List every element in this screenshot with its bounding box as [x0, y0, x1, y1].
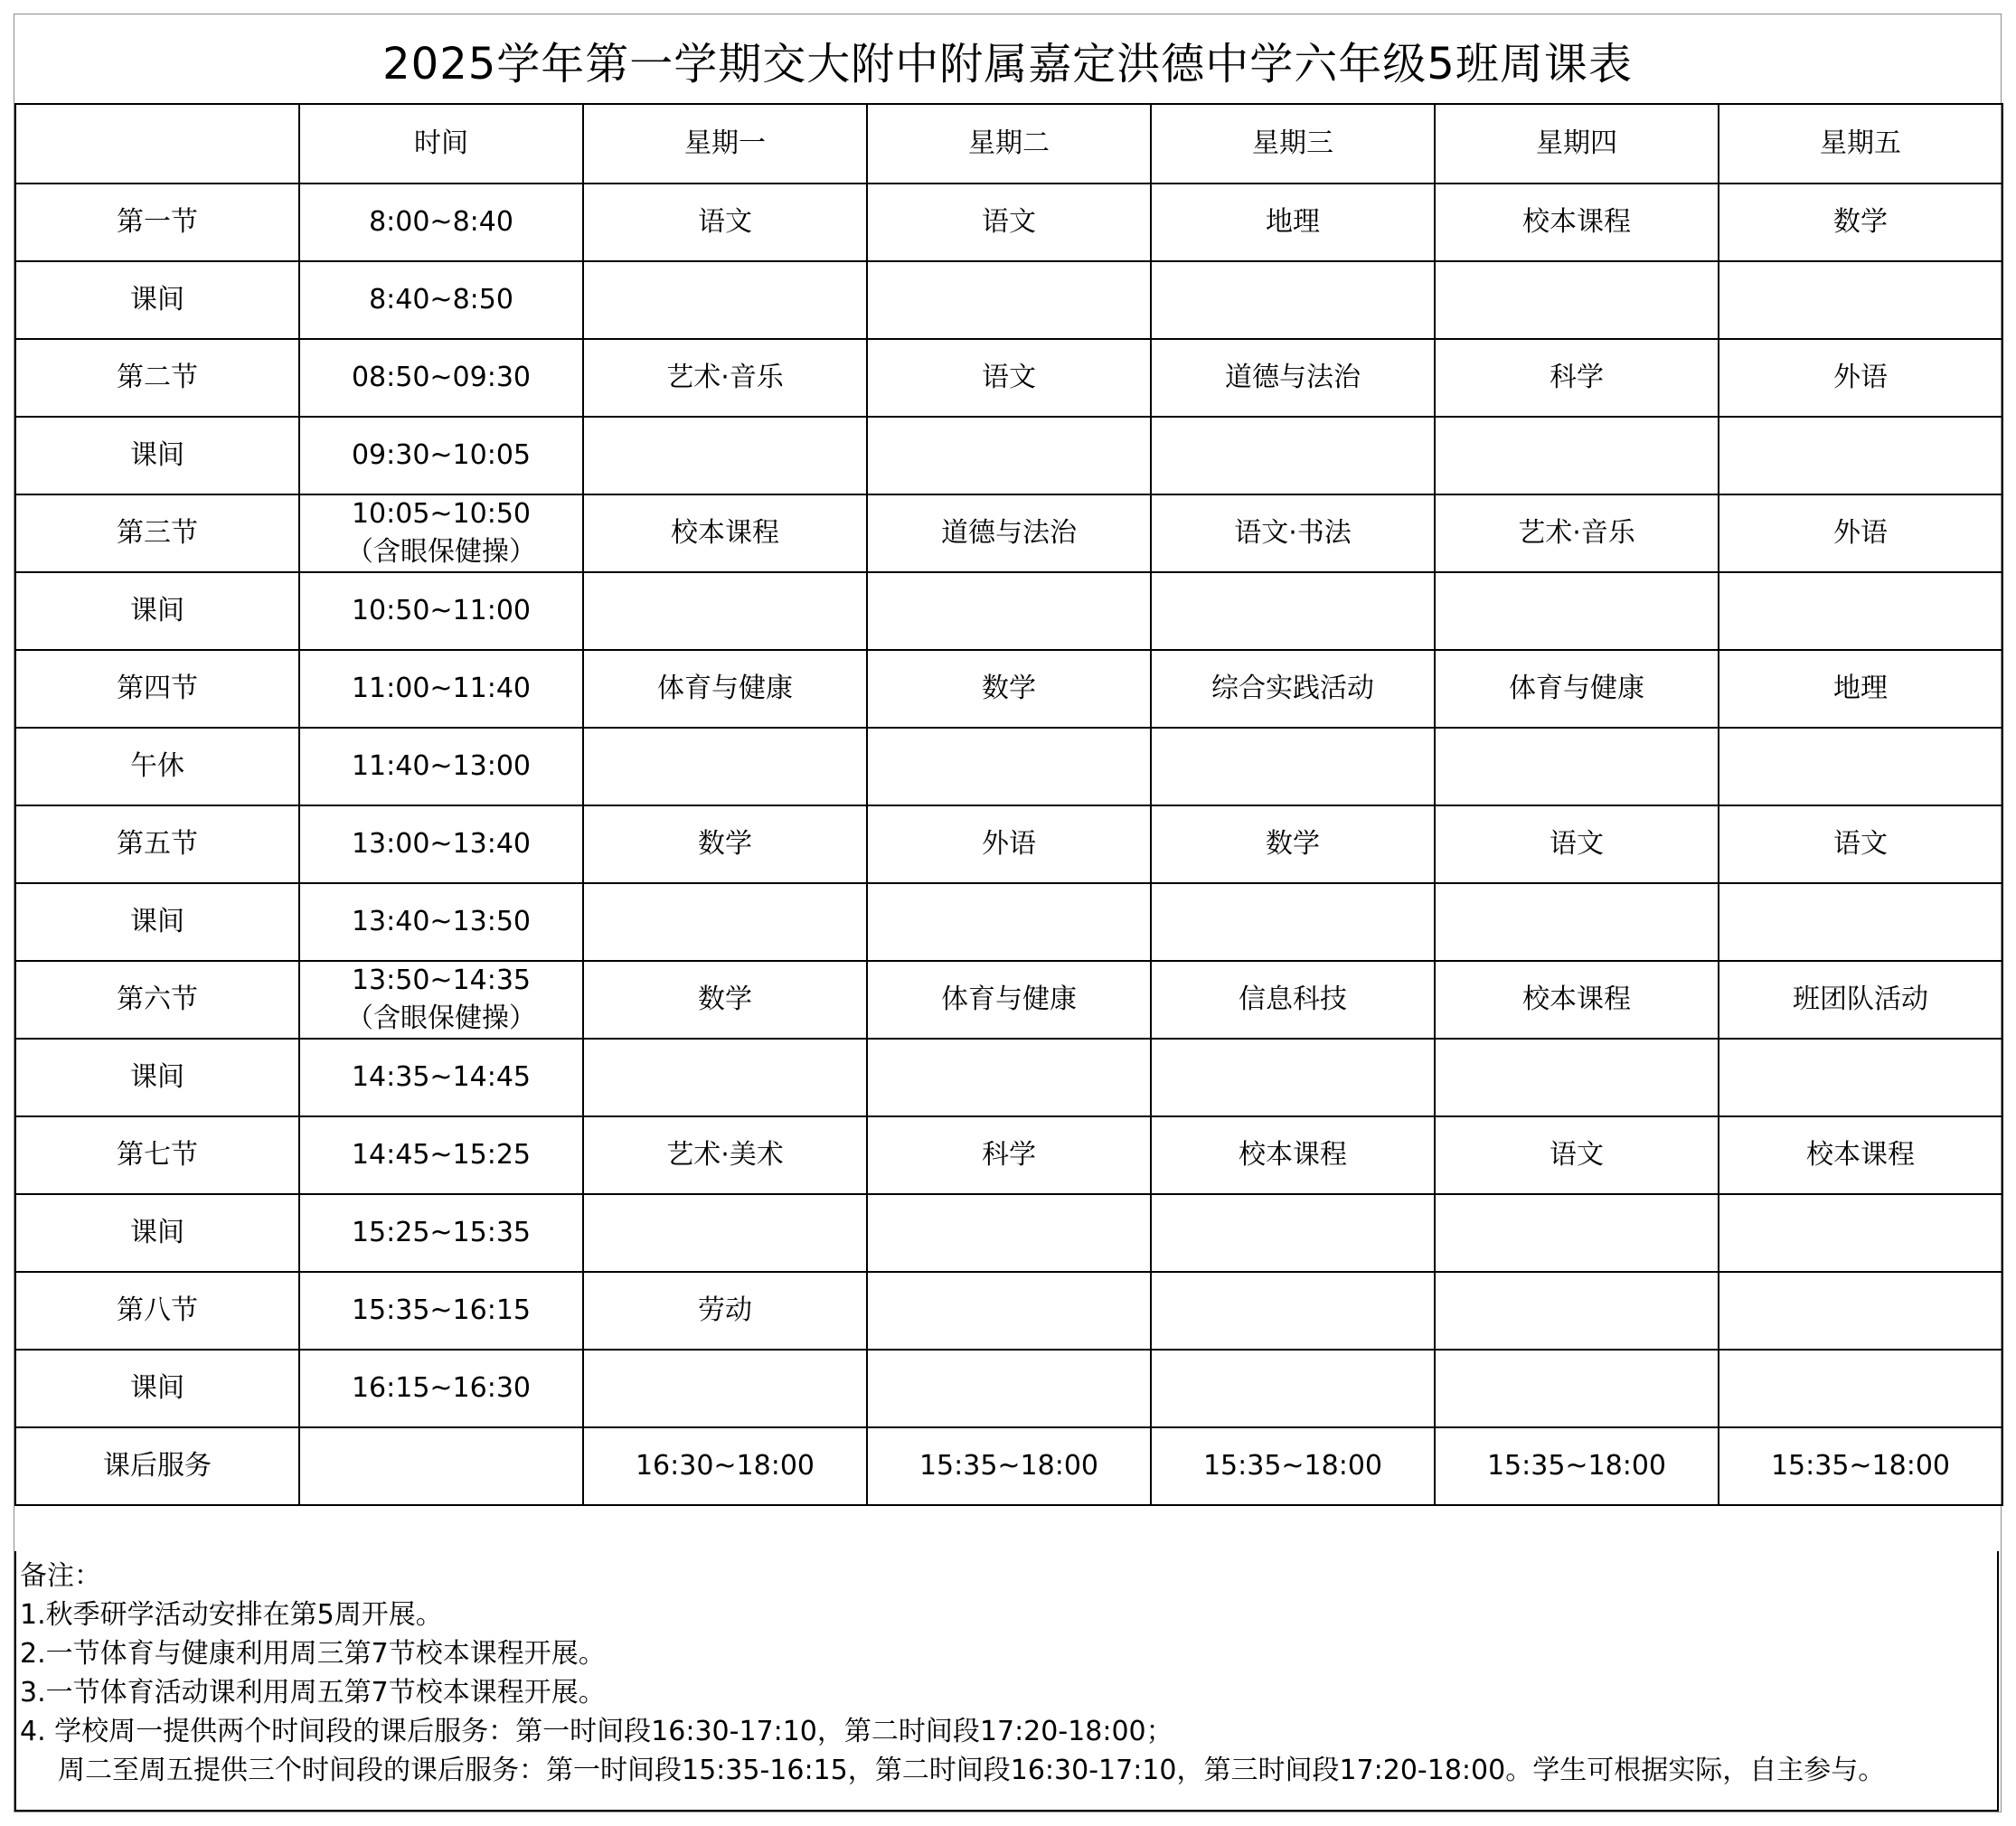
period-time-cell: 15:25~15:35: [299, 1194, 583, 1272]
course-cell: 地理: [1151, 184, 1435, 261]
period-label-cell: 课间: [15, 1039, 299, 1116]
schedule-row: [15, 1039, 2002, 1116]
header-cell-monday: 星期一: [583, 104, 867, 184]
course-cell: [583, 261, 867, 339]
schedule-row: [15, 1194, 2002, 1272]
course-cell: [1435, 1194, 1719, 1272]
period-time-note: （含眼保健操）: [346, 536, 536, 568]
course-cell: [1151, 417, 1435, 494]
course-cell: [1719, 1350, 2002, 1427]
course-cell: 班团队活动: [1719, 961, 2002, 1039]
schedule-row: [15, 728, 2002, 805]
period-time-cell: 11:00~11:40: [299, 650, 583, 728]
course-cell: 科学: [1435, 339, 1719, 417]
notes-heading: 备注：: [20, 1560, 101, 1592]
course-cell: 数学: [583, 805, 867, 883]
period-time-cell: 13:40~13:50: [299, 883, 583, 961]
schedule-row: [15, 1350, 2002, 1427]
period-time-note: （含眼保健操）: [346, 1002, 536, 1034]
course-cell: 数学: [1151, 805, 1435, 883]
schedule-table: [14, 103, 2003, 1506]
course-cell: 数学: [867, 650, 1151, 728]
course-cell: 科学: [867, 1116, 1151, 1194]
course-cell: 地理: [1719, 650, 2002, 728]
period-label-cell: 第三节: [15, 494, 299, 572]
course-cell: [1719, 1194, 2002, 1272]
header-cell-friday: 星期五: [1719, 104, 2002, 184]
period-time-cell: 16:15~16:30: [299, 1350, 583, 1427]
period-label-cell: 课间: [15, 572, 299, 650]
schedule-row: [15, 417, 2002, 494]
period-time-cell: 13:00~13:40: [299, 805, 583, 883]
period-label-cell: 课间: [15, 1350, 299, 1427]
course-cell: [583, 883, 867, 961]
course-cell: 校本课程: [1719, 1116, 2002, 1194]
course-cell: 语文·书法: [1151, 494, 1435, 572]
course-cell: [867, 1039, 1151, 1116]
course-cell: 综合实践活动: [1151, 650, 1435, 728]
course-cell: 艺术·音乐: [1435, 494, 1719, 572]
course-cell: 语文: [1435, 805, 1719, 883]
period-time-cell: 09:30~10:05: [299, 417, 583, 494]
period-time-cell: 11:40~13:00: [299, 728, 583, 805]
course-cell: 语文: [867, 184, 1151, 261]
course-cell: 15:35~18:00: [1151, 1427, 1435, 1505]
page-title: 2025学年第一学期交大附中附属嘉定洪德中学六年级5班周课表: [382, 38, 1633, 89]
header-cell-tuesday: 星期二: [867, 104, 1151, 184]
period-time-cell: 8:40~8:50: [299, 261, 583, 339]
course-cell: [1435, 572, 1719, 650]
course-cell: [583, 728, 867, 805]
note-line-1: 1.秋季研学活动安排在第5周开展。: [20, 1599, 443, 1631]
course-cell: [1435, 417, 1719, 494]
course-cell: [1719, 417, 2002, 494]
period-time-cell: 8:00~8:40: [299, 184, 583, 261]
course-cell: [867, 1194, 1151, 1272]
course-cell: [583, 572, 867, 650]
schedule-row: [15, 494, 2002, 572]
course-cell: 劳动: [583, 1272, 867, 1350]
course-cell: [1151, 1194, 1435, 1272]
header-row: [15, 104, 2002, 184]
course-cell: [1719, 728, 2002, 805]
period-label-cell: 第五节: [15, 805, 299, 883]
schedule-body: [15, 104, 2002, 1505]
course-cell: [583, 1350, 867, 1427]
header-cell-thursday: 星期四: [1435, 104, 1719, 184]
course-cell: [1151, 1350, 1435, 1427]
period-label-cell: 第二节: [15, 339, 299, 417]
course-cell: 道德与法治: [1151, 339, 1435, 417]
schedule-row: [15, 961, 2002, 1039]
period-time-cell: 08:50~09:30: [299, 339, 583, 417]
course-cell: [1151, 1039, 1435, 1116]
period-time-cell: 14:45~15:25: [299, 1116, 583, 1194]
course-cell: [1719, 1272, 2002, 1350]
schedule-row: [15, 261, 2002, 339]
schedule-sheet: [14, 14, 2002, 1812]
period-label-cell: 第六节: [15, 961, 299, 1039]
course-cell: [867, 1272, 1151, 1350]
course-cell: [1435, 261, 1719, 339]
course-cell: 语文: [1719, 805, 2002, 883]
schedule-row: [15, 650, 2002, 728]
course-cell: [867, 883, 1151, 961]
course-cell: 校本课程: [1435, 961, 1719, 1039]
period-time-text: 10:05~10:50: [351, 498, 532, 530]
note-line-4: 4. 学校周一提供两个时间段的课后服务：第一时间段16:30-17:10，第二时间段17:20-18:00；: [20, 1716, 1173, 1747]
course-cell: 语文: [867, 339, 1151, 417]
schedule-row: [15, 1116, 2002, 1194]
course-cell: 数学: [1719, 184, 2002, 261]
period-label-cell: 课间: [15, 417, 299, 494]
schedule-row: [15, 1427, 2002, 1505]
course-cell: [1719, 883, 2002, 961]
period-label-cell: 第四节: [15, 650, 299, 728]
course-cell: 数学: [583, 961, 867, 1039]
period-label-cell: 课间: [15, 1194, 299, 1272]
schedule-row: [15, 805, 2002, 883]
course-cell: 外语: [867, 805, 1151, 883]
header-cell-time: 时间: [299, 104, 583, 184]
course-cell: [1151, 572, 1435, 650]
notes-section: [14, 1551, 1999, 1812]
course-cell: [867, 572, 1151, 650]
period-time-cell: [299, 961, 583, 1039]
course-cell: 校本课程: [583, 494, 867, 572]
course-cell: 体育与健康: [583, 650, 867, 728]
course-cell: [583, 1039, 867, 1116]
header-cell-blank: [15, 104, 299, 184]
course-cell: 校本课程: [1435, 184, 1719, 261]
note-line-4-continued: 周二至周五提供三个时间段的课后服务：第一时间段15:35-16:15，第二时间段16:30-17:10，第三时间段17:20-18:00。学生可根据实际，自主参与。: [58, 1755, 1886, 1786]
period-label-cell: 第八节: [15, 1272, 299, 1350]
period-label-cell: 第七节: [15, 1116, 299, 1194]
course-cell: 语文: [583, 184, 867, 261]
course-cell: 15:35~18:00: [1719, 1427, 2002, 1505]
period-label-cell: 课间: [15, 261, 299, 339]
course-cell: 信息科技: [1151, 961, 1435, 1039]
course-cell: [1435, 883, 1719, 961]
period-time-cell: 14:35~14:45: [299, 1039, 583, 1116]
header-cell-wednesday: 星期三: [1151, 104, 1435, 184]
note-line-2: 2.一节体育与健康利用周三第7节校本课程开展。: [20, 1638, 606, 1670]
schedule-row: [15, 883, 2002, 961]
period-label-cell: 课间: [15, 883, 299, 961]
course-cell: 体育与健康: [1435, 650, 1719, 728]
course-cell: [1435, 728, 1719, 805]
course-cell: [867, 261, 1151, 339]
schedule-row: [15, 184, 2002, 261]
course-cell: 艺术·音乐: [583, 339, 867, 417]
period-label-cell: 第一节: [15, 184, 299, 261]
course-cell: [583, 1194, 867, 1272]
period-time-cell: 15:35~16:15: [299, 1272, 583, 1350]
course-cell: [1151, 261, 1435, 339]
schedule-row: [15, 339, 2002, 417]
course-cell: 语文: [1435, 1116, 1719, 1194]
course-cell: 道德与法治: [867, 494, 1151, 572]
course-cell: 15:35~18:00: [1435, 1427, 1719, 1505]
period-time-text: 13:50~14:35: [351, 965, 532, 996]
course-cell: 校本课程: [1151, 1116, 1435, 1194]
course-cell: [1151, 1272, 1435, 1350]
schedule-row: [15, 1272, 2002, 1350]
course-cell: [1719, 572, 2002, 650]
schedule-row: [15, 572, 2002, 650]
course-cell: [867, 1350, 1151, 1427]
course-cell: 15:35~18:00: [867, 1427, 1151, 1505]
course-cell: [867, 728, 1151, 805]
note-line-3: 3.一节体育活动课利用周五第7节校本课程开展。: [20, 1677, 606, 1708]
course-cell: [1719, 1039, 2002, 1116]
course-cell: [1435, 1039, 1719, 1116]
course-cell: 体育与健康: [867, 961, 1151, 1039]
course-cell: [867, 417, 1151, 494]
period-label-cell: 课后服务: [15, 1427, 299, 1505]
course-cell: [1435, 1350, 1719, 1427]
period-label-cell: 午休: [15, 728, 299, 805]
course-cell: [583, 417, 867, 494]
course-cell: 艺术·美术: [583, 1116, 867, 1194]
course-cell: [1435, 1272, 1719, 1350]
course-cell: 16:30~18:00: [583, 1427, 867, 1505]
course-cell: [1151, 728, 1435, 805]
course-cell: 外语: [1719, 494, 2002, 572]
course-cell: 外语: [1719, 339, 2002, 417]
course-cell: [1719, 261, 2002, 339]
period-time-cell: [299, 1427, 583, 1505]
period-time-cell: [299, 494, 583, 572]
course-cell: [1151, 883, 1435, 961]
period-time-cell: 10:50~11:00: [299, 572, 583, 650]
